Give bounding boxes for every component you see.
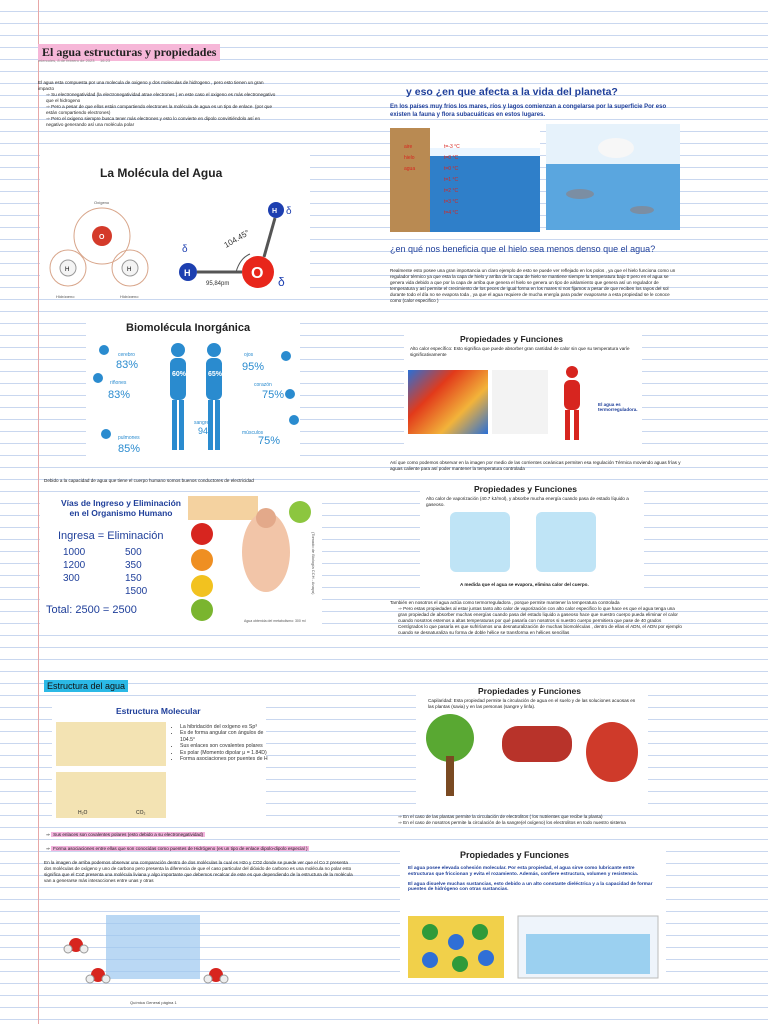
pf-text: Alto calor específico: Esto significa que puede absorber gran cantidad de calor sin que su temperatura varíe significativamente <box>410 346 630 357</box>
kidney-icon <box>93 373 103 383</box>
planet-headline: y eso ¿en que afecta a la vida del planeta? <box>406 86 618 98</box>
hydrogen-label: Hidrógeno <box>56 294 75 298</box>
estructura-panel-title: Estructura Molecular <box>116 706 201 716</box>
ocean-note: Así que como podemos observar en la imagen por medio de las corrientes oceánicas permiten esa regulación Térmica moviendo aguas frías y aguas caliente para así poder mantener la temperatura controlada <box>390 460 681 471</box>
body-percent: 65% <box>208 371 223 378</box>
page-footer: Química General página 1 <box>130 1000 177 1005</box>
vias-figure <box>40 492 322 626</box>
body-percent: 60% <box>172 371 187 378</box>
organ-label: corazón <box>254 382 272 388</box>
muscle-icon <box>289 415 299 425</box>
biomolecule-title: Biomolécula Inorgánica <box>126 322 251 334</box>
vias-illustration <box>188 492 318 626</box>
pf-title: Propiedades y Funciones <box>460 850 570 860</box>
pf-caption: El agua es termorreguladora. <box>598 402 638 412</box>
co2-illustration: H₂O CO₂ <box>56 772 166 818</box>
vias-title: Vías de Ingreso y Eliminación en el Organismo Humano <box>61 498 181 518</box>
vias-bottom-label: Agua obtenida del metabolismo: 300 ml <box>244 619 306 623</box>
organ-label: pulmones <box>118 435 140 441</box>
organ-label: riñones <box>110 380 127 386</box>
hydrogen-label: Hidrógeno <box>120 294 139 298</box>
layer-names: aire hielo agua <box>404 144 416 172</box>
intro-bullet: ⇒ Pero a pesar de que ellos están compartiendo electrones la molécula de agua es un tipo de enlace. (por que están compartiendo electrones) <box>46 104 278 116</box>
delta-minus: δ <box>278 275 285 289</box>
organ-value: 83% <box>116 359 139 371</box>
estructura-note-1: ⇒ Sus enlaces son covalentes polares (esto debido a su electronegatividad) <box>46 832 204 837</box>
molecule-diagram <box>40 150 310 298</box>
sweating-illustration-1 <box>450 512 510 572</box>
conductor-note: Debido a la capacidad de agua que tiene el cuerpo humano somos buenos conductores de electricidad <box>44 478 254 483</box>
biomolecule-figure <box>86 320 300 460</box>
page-title: El agua estructuras y propiedades <box>38 44 220 61</box>
organ-value: 75% <box>258 435 281 447</box>
molecule-figure <box>40 150 310 298</box>
organ-value: 94 <box>198 426 209 436</box>
pf-title: Propiedades y Funciones <box>474 484 577 494</box>
organ-label: sangre <box>194 420 210 426</box>
pf-panel-cohesion <box>400 846 666 982</box>
vias-table: 1000 500 1200 350 300 150 1500 <box>63 547 148 597</box>
organ-value: 75% <box>262 389 285 401</box>
planet-subtitle: En los países muy fríos los mares, ríos y lagos comienzan a congelarse por la superficie Por eso existen la fauna y flora subacuáticas en estos lugares. <box>390 104 667 118</box>
ice-paragraph: Realmente esto posee una gran importancia un claro ejemplo de esto se puede ver reflejado en los polos , ya que el hielo funciona como un regulador térmico ya que esta la capa de hielo y arriba de la capa de hielo se mantiene siempre la temperatura bajo 0 pero en el agua se genera vida debido a que por la capa de arriba que genera el hielo se genera un tipo de aislamiento que genera así un regulador de temperatura y así permite el crecimiento de los peces de igual forma en los mares si nos fijamos a pesar de que reciben los rayos del sol durante todo el día no se evapora toda , ya que el agua requiere de mucha energía para poder evaporarse a esta propiedad se le conoce como (calor especifico ) <box>390 268 676 303</box>
bond-length: 95,84pm <box>206 281 230 287</box>
intro-bullets <box>38 92 278 128</box>
intro-text <box>38 80 278 128</box>
organ-value: 83% <box>108 389 131 401</box>
brain-icon <box>99 345 109 355</box>
lungs-icon <box>101 429 111 439</box>
organ-value: 95% <box>242 361 265 373</box>
estructura-figure <box>52 700 266 824</box>
pf-panel-specific-heat <box>404 330 642 450</box>
eye-icon <box>281 351 291 361</box>
molecules-illustration <box>46 905 238 993</box>
organ-label: cerebro <box>118 352 135 358</box>
estructura-heading: Estructura del agua <box>44 680 128 692</box>
heart-icon <box>285 389 295 399</box>
svg-text:H: H <box>272 208 278 215</box>
ocean-temp-map <box>408 370 488 434</box>
h2o-illustration <box>56 722 166 766</box>
pf-title: Propiedades y Funciones <box>460 334 563 344</box>
angle-label: 104.45° <box>222 228 251 250</box>
vias-equation: Ingresa = Eliminación <box>58 530 164 542</box>
pf-caption: A medida que el agua se evapora, elimina calor del cuerpo. <box>460 582 589 587</box>
pf-panel-capillarity <box>416 684 648 808</box>
estructura-note-2: ⇒ Forma asociaciones entre ellas que son conocidas como puentes de Hidrógeno (es un tipo de enlace dipolo-dipolo especial ) <box>46 846 308 851</box>
ice-layers-figure <box>390 128 540 232</box>
delta-plus: δ <box>286 206 292 217</box>
layer-temps: t=-3 °C t=0 °C t=0 °C t=1 °C t=2 °C t=3 °C t=4 °C <box>444 144 460 216</box>
intro-lead: El agua esta compuesta por una molecula de oxigeno y dos moleculas de hidrogeno , pero esto tienen un gran impacto <box>38 80 264 91</box>
pf-text: Alto calor de vaporización (40.7 kJ/mol), y absorbe mucha energía cuando pasa de estado líquido a gaseoso. <box>426 496 629 507</box>
pf-panel-vaporization <box>420 482 644 594</box>
sweating-illustration-2 <box>536 512 596 572</box>
organ-label: ojos <box>244 352 254 358</box>
h-symbol: H <box>127 267 132 273</box>
body-diagram <box>86 320 300 460</box>
molecule-title: La Molécula del Agua <box>100 166 223 180</box>
page-date: miercoles, 8 de febrero de 2023 16:23 <box>38 58 111 63</box>
pf-text: Capilaridad: Esta propiedad permite la circulación de agua en el suelo y de las soluciones acuosas en las plantas (savia) y en las personas (sangre y linfa). <box>428 698 636 709</box>
legend-table <box>492 370 548 434</box>
pf-text: El agua posee elevada cohesión molecular. Por esta propiedad, el agua sirve como lubricante entre estructuras que friccionan y evita el rozamiento. Además, confiere estructura, volumen y resistencia. El agua disuelve muchas sustancias, esto debido a un alto constante dieléctrica y a la capacidad de formar puentes de hidrógeno con otras sustancias. <box>408 866 653 893</box>
estructura-points: • La hibridación del oxígeno es Sp³ • Es de forma angular con ángulos de 104.5° • Sus enlaces son covalentes polares • Es polar (Momento dipolar μ = 1.84D) • Forma asociaciones por puentes de H <box>172 724 270 762</box>
capillarity-notes: ⇒ En el caso de las plantas permite la circulación de electrolitos ( los nutrientes que recibe la planta) ⇒ En el caso de nosotros permite la circulación de la sangre(el oxígeno) los electrolitos en todo nuestro sistema <box>390 814 682 826</box>
ice-question: ¿en qué nos beneficia que el hielo sea menos denso que el agua? <box>390 244 656 254</box>
vias-total: Total: 2500 = 2500 <box>46 604 137 616</box>
human-figure-red <box>552 364 592 444</box>
capillarity-illustration <box>416 708 648 808</box>
arctic-food-chain-figure <box>546 124 680 230</box>
dissolution-illustration <box>400 912 666 982</box>
oxygen-label: Oxígeno <box>94 200 110 205</box>
vias-side-label: (Tomado de Biología CCH - Anaya) <box>311 532 316 595</box>
intro-bullet: ⇒ Su electronegatividad (la electronegatividad atrae electrones ) en este caso el oxigeno es más electronegativo que el hidrogeno <box>46 92 278 104</box>
thermo-paragraph: También en nosotros el agua actúa como termorreguladora , porque permite mantener la temperatura controlada ⇒ Pero estas propiedades al estar juntas tanto alto calor de vaporización con alto calor especifico lo que hace es que el agua tenga una gran propiedad de absorber muchas energías cuando pasa del estado liquido a gaseoso hace que nuestro cuerpo pueda eliminar el calor cuando nosotros estemos a altas temperaturas por qué pasaría con nosotros si nuestro cuerpo permitiera que pase de 40 grados Centígrados lo que pasaría es que sufriríamos una desnaturalización de muchas biomoléculas , dentro de ellas el ADN, el ADN por ejemplo cuando se desnaturaliza su forma de doble hélice se transforma en hélices sencillas <box>390 600 682 636</box>
intro-bullet: ⇒ Pero el oxigeno siempre busca tener más electrones y esto lo convierte en dipolo convirtiéndolo así en negativo generando así una molécula polar <box>46 116 278 128</box>
pf-title: Propiedades y Funciones <box>478 686 581 696</box>
h-symbol: H <box>65 267 70 273</box>
organ-label: músculos <box>242 430 264 436</box>
estructura-paragraph: En la imagen de arriba podemos observar una comparación dentro de dos moléculas la cual es H2o y CO2 donde se puede ver que el Co 2 presenta dos moléculas de oxígeno y uno de carbono pero presenta la diferencia de que el caso particular del dióxido de carbono es una molécula no polar esto significa que el CoZ presenta una molécula liviana y algo importante que debemos recalcar de este es que dependiendo de la estructura de la molécula van a generarse más interacciones entre unas y otras <box>44 860 353 883</box>
svg-text:H: H <box>184 268 191 278</box>
oxygen-symbol: O <box>99 234 105 241</box>
delta-plus: δ <box>182 244 188 255</box>
margin-line <box>38 0 39 1024</box>
organ-value: 85% <box>118 443 141 455</box>
svg-text:O: O <box>251 265 264 282</box>
